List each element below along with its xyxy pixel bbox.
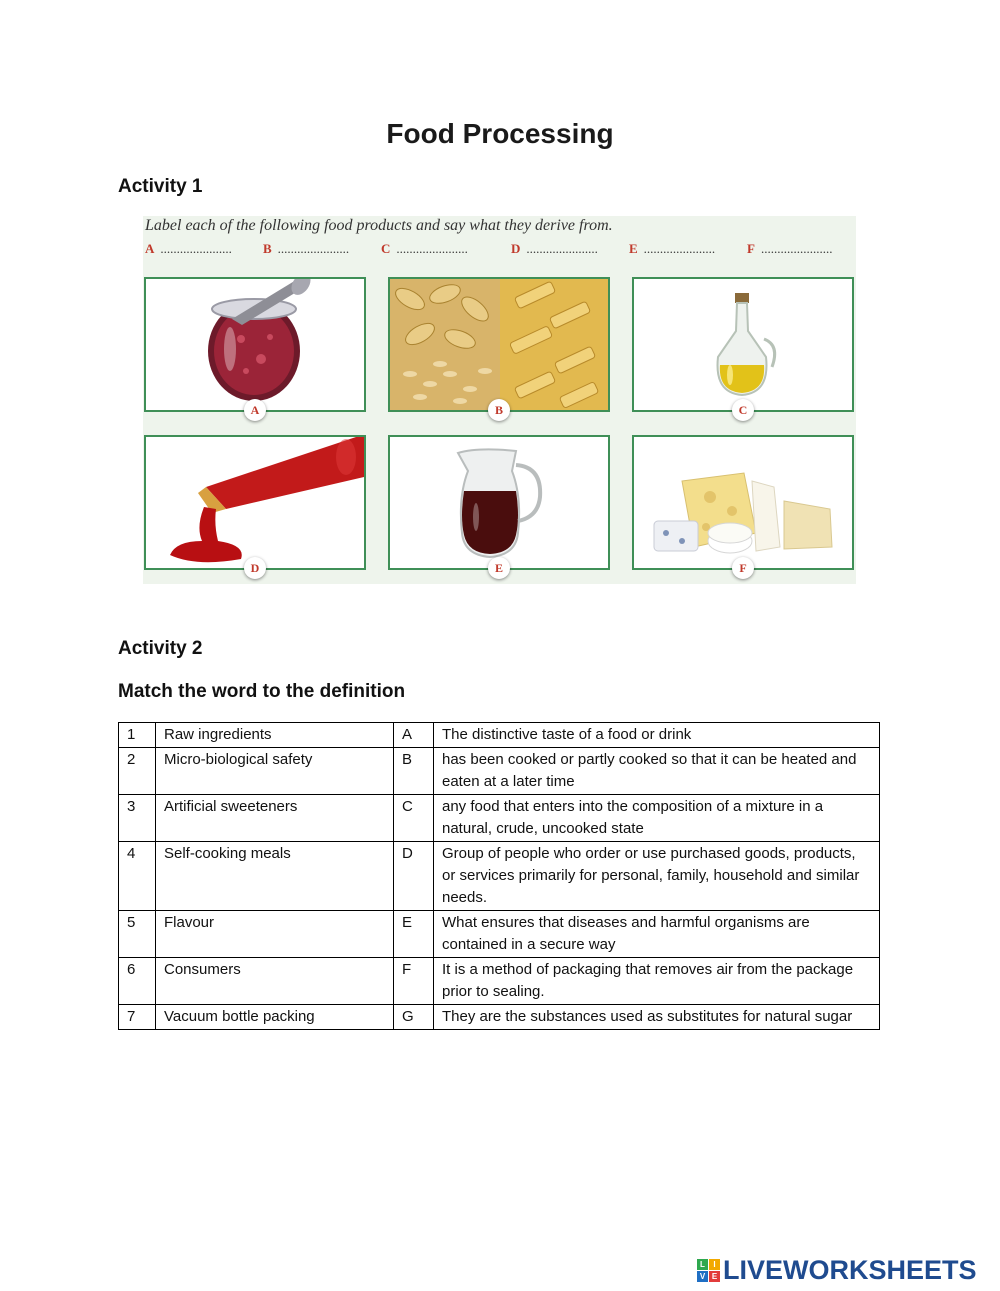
badge-a: A (244, 399, 266, 421)
matching-table (118, 722, 880, 1030)
badge-b: B (488, 399, 510, 421)
blank-a[interactable]: A ...................... (145, 241, 232, 256)
term[interactable]: Raw ingredients (156, 723, 394, 748)
food-tile-f (632, 435, 854, 575)
term[interactable]: Self-cooking meals (156, 842, 394, 911)
definition[interactable]: any food that enters into the composition of a mixture in a natural, crude, uncooked state (434, 795, 880, 842)
ketchup-bottle-icon (146, 437, 364, 568)
badge-e: E (488, 557, 510, 579)
definition[interactable]: Group of people who order or use purchased goods, products, or services primarily for personal, family, household and similar needs. (434, 842, 880, 911)
row-number: 6 (119, 958, 156, 1005)
definition-letter: E (394, 911, 434, 958)
definition-letter: D (394, 842, 434, 911)
definition[interactable]: The distinctive taste of a food or drink (434, 723, 880, 748)
definition-letter: C (394, 795, 434, 842)
definition[interactable]: What ensures that diseases and harmful organisms are contained in a secure way (434, 911, 880, 958)
syrup-jug-icon (390, 437, 608, 568)
liveworksheets-logo (697, 1255, 977, 1285)
logo-text: LIVEWORKSHEETS (723, 1254, 977, 1285)
activity2-subheading: Match the word to the definition (118, 681, 406, 702)
term[interactable]: Artificial sweeteners (156, 795, 394, 842)
row-number: 4 (119, 842, 156, 911)
blank-c[interactable]: C ...................... (381, 241, 468, 256)
definition[interactable]: It is a method of packaging that removes air from the package prior to sealing. (434, 958, 880, 1005)
row-number: 7 (119, 1005, 156, 1030)
oil-bottle-icon (634, 279, 852, 410)
activity1-heading: Activity 1 (118, 176, 203, 197)
jam-jar-icon (146, 279, 364, 410)
row-number: 2 (119, 748, 156, 795)
term[interactable]: Flavour (156, 911, 394, 958)
badge-c: C (732, 399, 754, 421)
definition-letter: G (394, 1005, 434, 1030)
blank-e[interactable]: E ...................... (629, 241, 716, 256)
activity2-heading: Activity 2 (118, 638, 203, 659)
cheese-icon (634, 437, 852, 568)
blank-b[interactable]: B ...................... (263, 241, 350, 256)
definition[interactable]: has been cooked or partly cooked so that it can be heated and eaten at a later time (434, 748, 880, 795)
pasta-icon (390, 279, 608, 410)
table-row (119, 795, 880, 842)
table-row (119, 748, 880, 795)
food-tile-b (388, 277, 610, 417)
activity1-panel (143, 216, 856, 584)
row-number: 1 (119, 723, 156, 748)
food-tile-e (388, 435, 610, 575)
definition-letter: B (394, 748, 434, 795)
badge-d: D (244, 557, 266, 579)
term[interactable]: Vacuum bottle packing (156, 1005, 394, 1030)
food-tile-d (144, 435, 366, 575)
page-title: Food Processing (386, 118, 614, 149)
table-row (119, 911, 880, 958)
definition[interactable]: They are the substances used as substitutes for natural sugar (434, 1005, 880, 1030)
table-row (119, 1005, 880, 1030)
blank-d[interactable]: D ...................... (511, 241, 598, 256)
badge-f: F (732, 557, 754, 579)
row-number: 3 (119, 795, 156, 842)
food-tile-c (632, 277, 854, 417)
food-tile-a (144, 277, 366, 417)
activity1-instruction: Label each of the following food products and say what they derive from. (145, 217, 613, 234)
table-row (119, 723, 880, 748)
definition-letter: A (394, 723, 434, 748)
table-row (119, 958, 880, 1005)
row-number: 5 (119, 911, 156, 958)
logo-icon: L I V E (697, 1259, 720, 1282)
definition-letter: F (394, 958, 434, 1005)
term[interactable]: Consumers (156, 958, 394, 1005)
table-row (119, 842, 880, 911)
label-blanks (145, 241, 856, 261)
term[interactable]: Micro-biological safety (156, 748, 394, 795)
blank-f[interactable]: F ...................... (747, 241, 833, 256)
